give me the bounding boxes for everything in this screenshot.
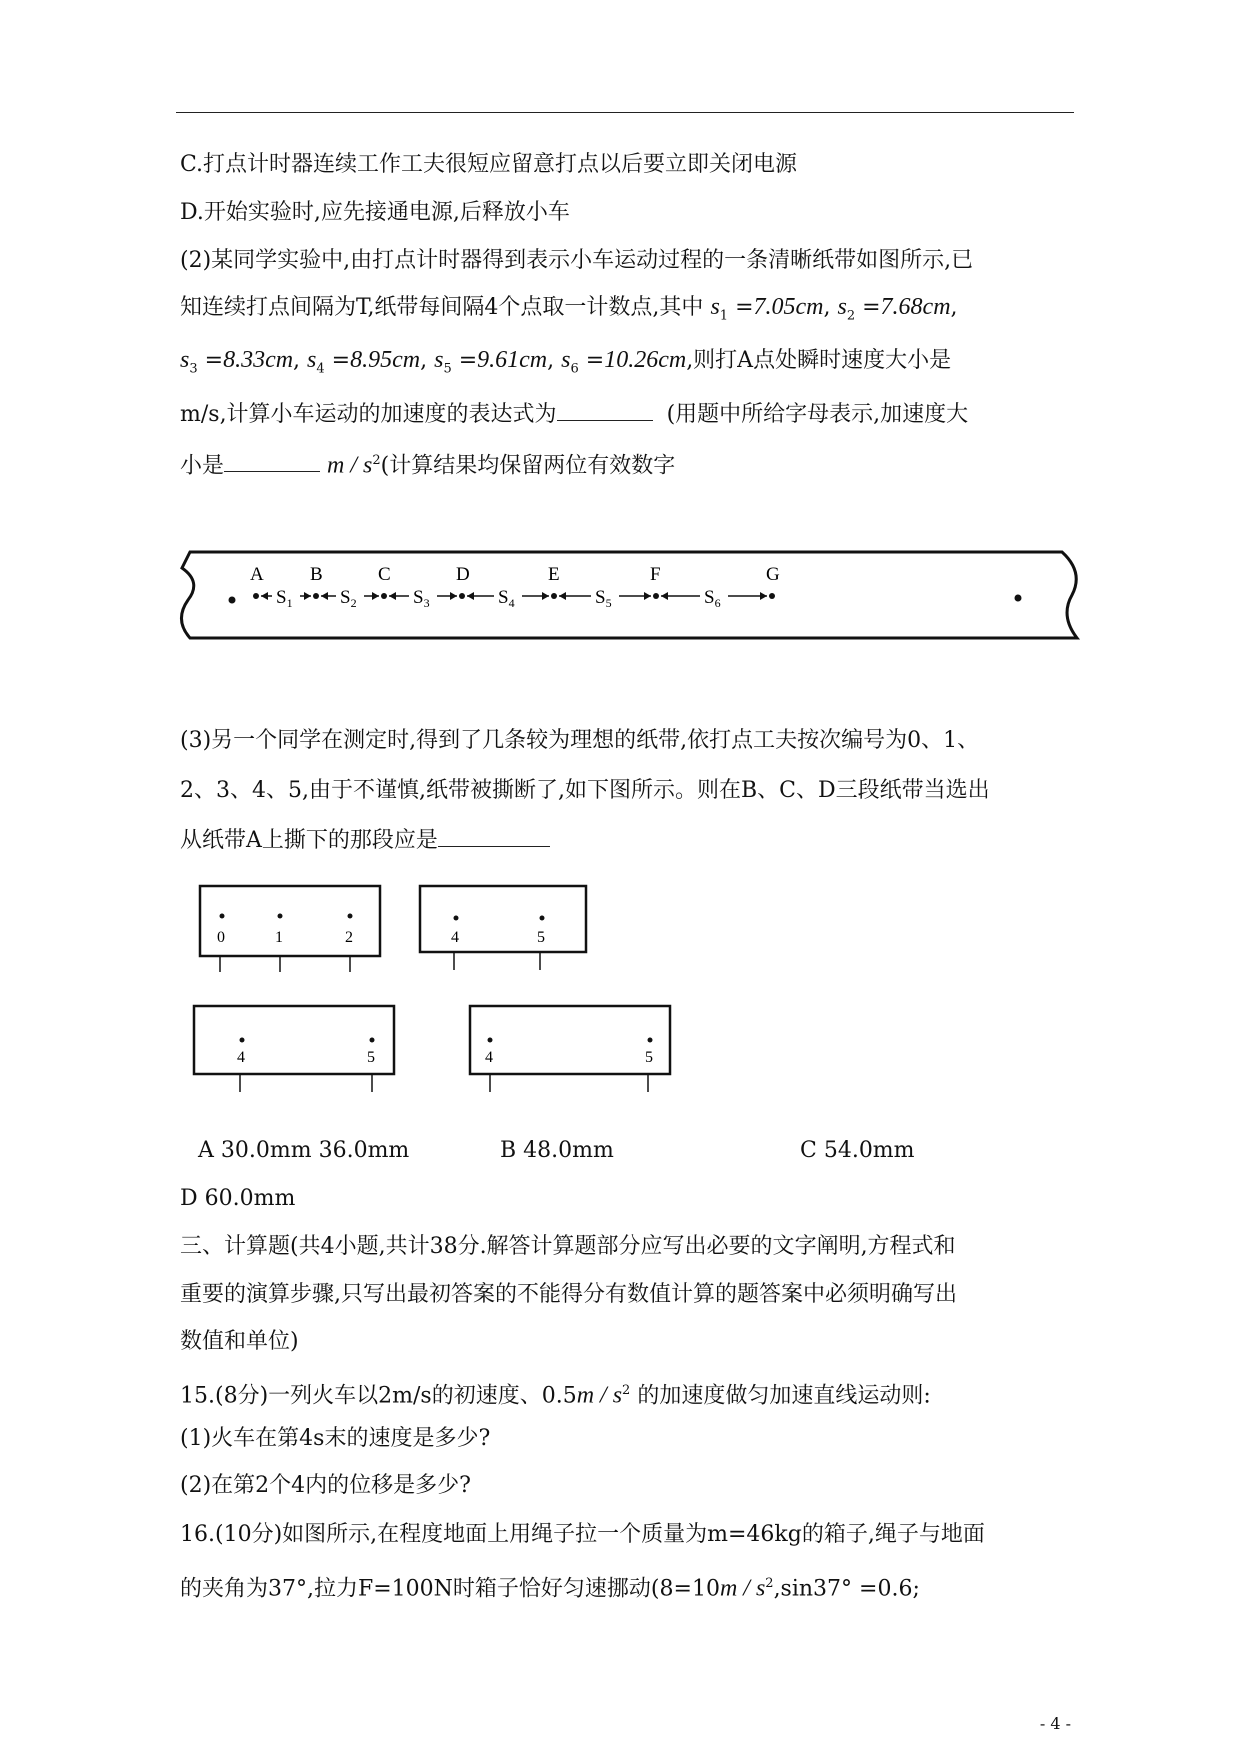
choice-d: D 60.0mm bbox=[180, 1186, 296, 1211]
piece-c-label-5: 5 bbox=[367, 1049, 375, 1066]
q2-line1: (2)某同学实验中,由打点计时器得到表示小车运动过程的一条清晰纸带如图所示,已 bbox=[180, 248, 974, 273]
piece-b-label-5: 5 bbox=[537, 929, 545, 946]
tape-point-a bbox=[253, 593, 259, 599]
tape-segment-sub-1: 1 bbox=[286, 596, 293, 610]
tape-point-c bbox=[381, 593, 387, 599]
tape-point-label-d: D bbox=[456, 564, 470, 585]
q2-line2: 知连续打点间隔为T,纸带每间隔4个点取一计数点,其中 $s_1 =7.05cm$, $s_2 =7.68cm$, bbox=[180, 294, 958, 324]
q2-line3: $s_3 =8.33cm$, $s_4 =8.95cm$, $s_5 =9.61cm$, $s_6 =10.26cm$,则打A点处瞬时速度大小是 bbox=[180, 347, 952, 377]
tape-segment-label-1: $S_1$ bbox=[276, 587, 293, 610]
tape-piece-a bbox=[200, 886, 380, 972]
piece-d-label-5: 5 bbox=[645, 1049, 653, 1066]
tape-segment-label-5: $S_5$ bbox=[595, 587, 612, 610]
section3-line1: 三、计算题(共4小题,共计38分.解答计算题部分应写出必要的文字阐明,方程式和 bbox=[180, 1234, 956, 1259]
q2-line5: 小是 m / $s^2$(计算结果均保留两位有效数字 bbox=[180, 446, 675, 481]
tape-point-e bbox=[551, 593, 557, 599]
q3-line3: 从纸带A上撕下的那段应是 bbox=[180, 824, 550, 856]
tape-point-b bbox=[313, 593, 319, 599]
paper-tape-figure bbox=[172, 540, 1102, 650]
q15-stem: 15.(8分)一列火车以2m/s的初速度、$0.5m / s^2$ 的加速度做匀加速直线运动则: bbox=[180, 1382, 931, 1409]
tape-segment-label-2: $S_2$ bbox=[340, 587, 357, 610]
piece-d-label-4: 4 bbox=[485, 1049, 493, 1066]
q2-line4: m/s,计算小车运动的加速度的表达式为 (用题中所给字母表示,加速度大 bbox=[180, 398, 968, 430]
page-number: - 4 - bbox=[1039, 1714, 1071, 1733]
tape-dot-right bbox=[1015, 595, 1022, 602]
tape-segment-label-3: $S_3$ bbox=[413, 587, 430, 610]
tape-point-label-a: A bbox=[250, 564, 264, 585]
q15-part1: (1)火车在第4s末的速度是多少? bbox=[180, 1426, 491, 1451]
tape-point-label-c: C bbox=[378, 564, 391, 585]
tape-segment-sub-3: 3 bbox=[423, 596, 430, 610]
answer-blank-acceleration[interactable] bbox=[224, 449, 320, 472]
tape-point-g bbox=[769, 593, 775, 599]
tape-point-f bbox=[653, 593, 659, 599]
tape-point-label-f: F bbox=[650, 564, 661, 585]
option-d: D.开始实验时,应先接通电源,后释放小车 bbox=[180, 200, 570, 225]
piece-c-label-4: 4 bbox=[237, 1049, 245, 1066]
piece-b-label-4: 4 bbox=[451, 929, 459, 946]
tape-point-label-e: E bbox=[548, 564, 560, 585]
q16-line2: 的夹角为37°,拉力F=100N时箱子恰好匀速挪动($8=10m / s^2,\sin 37^\circ =0.6$; bbox=[180, 1575, 920, 1602]
choice-a: A 30.0mm 36.0mm bbox=[198, 1138, 410, 1163]
tape-segment-sub-5: 5 bbox=[605, 596, 612, 610]
tape-segment-label-6: $S_6$ bbox=[704, 587, 721, 610]
tape-segment-sub-6: 6 bbox=[714, 596, 721, 610]
answer-blank-segment[interactable] bbox=[438, 824, 550, 847]
q3-line2: 2、3、4、5,由于不谨慎,纸带被撕断了,如下图所示。则在B、C、D三段纸带当选出 bbox=[180, 778, 990, 803]
choice-b: B 48.0mm bbox=[500, 1138, 614, 1163]
section3-line2: 重要的演算步骤,只写出最初答案的不能得分有数值计算的题答案中必须明确写出 bbox=[180, 1282, 957, 1307]
tape-piece-b bbox=[420, 886, 586, 970]
tape-piece-c bbox=[194, 1006, 394, 1092]
tape-point-label-b: B bbox=[310, 564, 323, 585]
tape-segment-sub-2: 2 bbox=[350, 596, 357, 610]
choice-c: C 54.0mm bbox=[800, 1138, 915, 1163]
tape-dot-left bbox=[229, 597, 236, 604]
q16-line1: 16.(10分)如图所示,在程度地面上用绳子拉一个质量为m=46kg的箱子,绳子与地面 bbox=[180, 1522, 985, 1547]
tape-segment-label-4: $S_4$ bbox=[498, 587, 515, 610]
piece-a-label-2: 2 bbox=[345, 929, 353, 946]
tape-point-d bbox=[459, 593, 465, 599]
tape-pieces-figure bbox=[190, 880, 710, 1110]
tape-segment-sub-4: 4 bbox=[508, 596, 515, 610]
q3-line1: (3)另一个同学在测定时,得到了几条较为理想的纸带,依打点工夫按次编号为0、1、 bbox=[180, 728, 980, 753]
option-c: C.打点计时器连续工作工夫很短应留意打点以后要立即关闭电源 bbox=[180, 152, 798, 177]
piece-a-label-0: 0 bbox=[217, 929, 225, 946]
section3-line3: 数值和单位) bbox=[180, 1329, 299, 1354]
q15-part2: (2)在第2个4内的位移是多少? bbox=[180, 1473, 471, 1498]
tape-piece-d bbox=[470, 1006, 670, 1092]
header-rule bbox=[176, 112, 1074, 113]
answer-blank-expression[interactable] bbox=[557, 398, 653, 421]
tape-point-label-g: G bbox=[766, 564, 780, 585]
piece-a-label-1: 1 bbox=[275, 929, 283, 946]
